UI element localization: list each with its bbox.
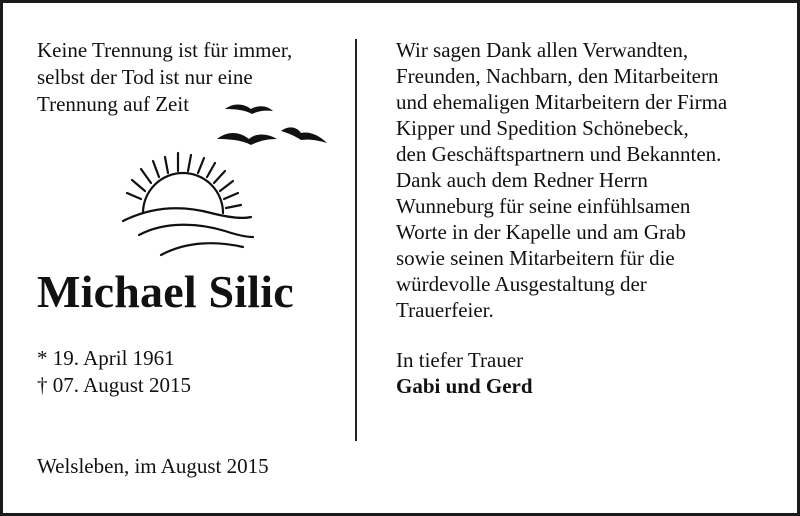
- bird-icon: [225, 105, 273, 115]
- motto-line: Trennung auf Zeit: [37, 92, 190, 116]
- motto-line: Keine Trennung ist für immer,: [37, 38, 293, 62]
- thanks-line: Trauerfeier.: [396, 298, 494, 322]
- closing-line: In tiefer Trauer: [396, 348, 524, 372]
- deceased-name: Michael Silic: [37, 266, 294, 317]
- place-and-date: Welsleben, im August 2015: [37, 454, 269, 478]
- thanks-line: Kipper und Spedition Schönebeck,: [396, 116, 689, 140]
- birth-date: * 19. April 1961: [37, 346, 175, 370]
- signature: Gabi und Gerd: [396, 374, 533, 398]
- thanks-line: sowie seinen Mitarbeitern für die: [396, 246, 675, 270]
- thanks-text: [396, 37, 786, 323]
- right-column: [396, 37, 786, 323]
- motto-line: selbst der Tod ist nur eine: [37, 65, 253, 89]
- thanks-line: den Geschäftspartnern und Bekannten.: [396, 142, 722, 166]
- thanks-line: Freunden, Nachbarn, den Mitarbeitern: [396, 64, 719, 88]
- thanks-line: Dank auch dem Redner Herrn: [396, 168, 648, 192]
- thanks-line: Worte in der Kapelle und am Grab: [396, 220, 686, 244]
- thanks-line: Wunneburg für seine einfühlsamen: [396, 194, 691, 218]
- life-dates: [37, 345, 191, 399]
- bird-icon: [217, 133, 277, 145]
- thanks-line: und ehemaligen Mitarbeitern der Firma: [396, 90, 728, 114]
- column-divider: [355, 39, 357, 441]
- thanks-line: Wir sagen Dank allen Verwandten,: [396, 38, 689, 62]
- thanks-line: würdevolle Ausgestaltung der: [396, 272, 647, 296]
- bird-icon: [281, 127, 327, 143]
- setting-sun-with-birds-icon: [121, 95, 341, 265]
- death-date: † 07. August 2015: [37, 373, 192, 397]
- closing: [396, 347, 533, 399]
